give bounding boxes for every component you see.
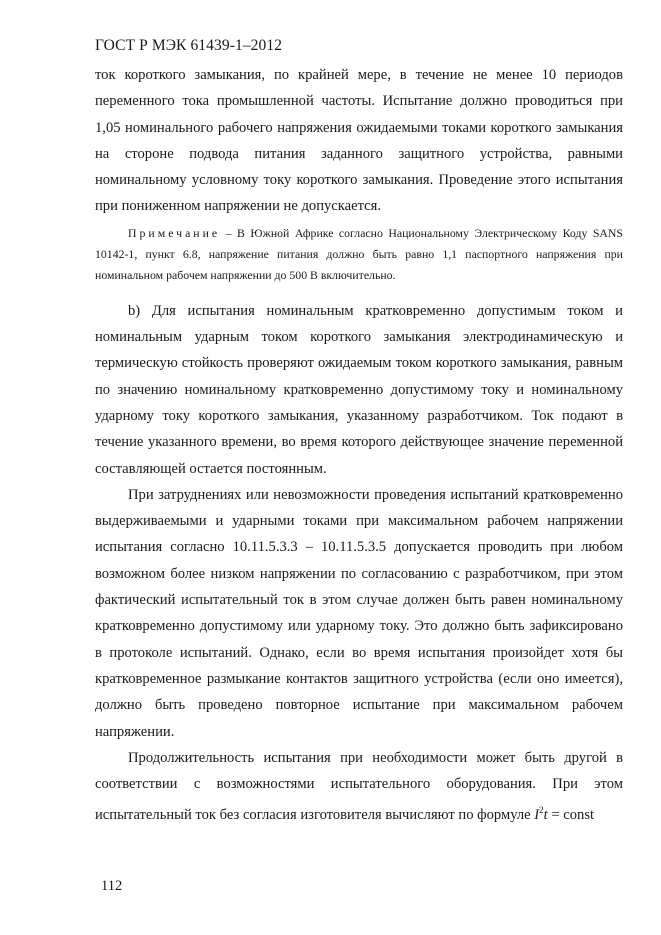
note xyxy=(95,223,623,286)
body-text xyxy=(95,62,623,829)
formula xyxy=(534,807,547,823)
paragraph-continuation: ток короткого замыкания, по крайней мере, в течение не менее 10 периодов переменного тока промышленной частоты. Испытание должно проводиться при 1,05 номинального рабочего напряжения ожидаемыми токами короткого замыкания на стороне подвода питания заданного защитного устройства, равными номинальному условному току короткого замыкания. Проведение этого испытания при пониженном напряжении не допускается. xyxy=(95,67,623,215)
paragraph-difficulties: При затруднениях или невозможности проведения испытаний кратковременно выдерживаемыми и ударными токами при максимальном рабочем напряжении испытания согласно 10.11.5.3.3 – 10.11.5.3.5 допускается проводить при любом возможном более низком напряжении по согласованию с разработчиком, при этом фактический испытательный ток в этом случае должен быть равен номинальному кратковременно допустимому или ударному току. Это должно быть зафиксировано в протоколе испытаний. Однако, если во время испытания произойдет хотя бы кратковременное размыкание контактов защитного устройства (если оно имеется), должно быть проведено повторное испытание при максимальном рабочем напряжении. xyxy=(95,486,623,740)
formula-base: I xyxy=(534,807,540,824)
paragraph-duration-text: Продолжительность испытания при необходимости может быть другой в соответствии с возможностями испытательного оборудования. При этом испытательный ток без согласия изготовителя вычисляют по формуле xyxy=(95,749,623,824)
paragraph-item-b: b) Для испытания номинальным кратковременно допустимым током и номинальным ударным током короткого замыкания электродинамическую и термическую стойкость проверяют ожидаемым током короткого замыкания, равным по значению номинальному кратковременно допустимому току и номинальному ударному току короткого замыкания, указанному разработчиком. Ток подают в течение указанного времени, во время которого действующее значение переменной составляющей остается постоянным. xyxy=(95,302,623,477)
note-text: – В Южной Африке согласно Национальному Электрическому Коду SANS 10142-1, пункт 6.8, напряжение питания должно быть равно 1,1 паспортного напряжения при номинальном рабочем напряжении до 500 В включительно. xyxy=(95,225,623,282)
page-number: 112 xyxy=(101,878,123,894)
formula-variable: t xyxy=(543,807,548,824)
formula-exponent: 2 xyxy=(539,805,544,816)
spacer xyxy=(95,286,623,298)
note-label: Примечание xyxy=(128,225,221,240)
paragraph-duration xyxy=(95,745,623,829)
standard-header: ГОСТ Р МЭК 61439-1–2012 xyxy=(95,37,283,54)
formula-rest: = const xyxy=(547,807,595,824)
